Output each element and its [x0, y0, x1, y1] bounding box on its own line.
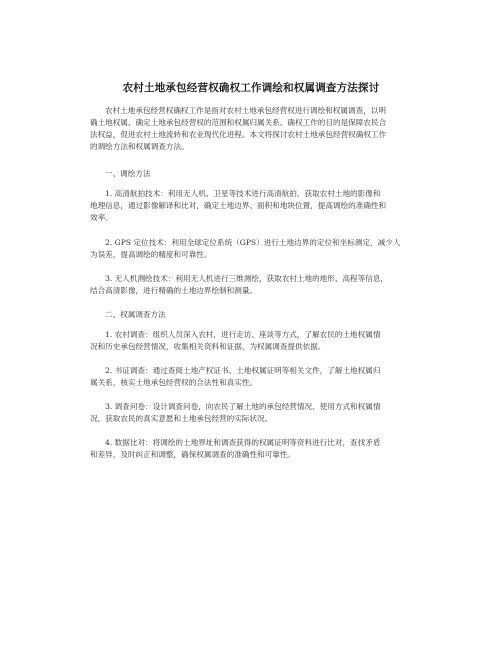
- s1-item3-line-2: 结合高清影像，进行精确的土地边界绘制和测量。: [90, 286, 258, 295]
- section-2-item-1: [90, 329, 442, 353]
- intro-line-4: 的调绘方法和权属调查方法。: [90, 142, 189, 151]
- s1-item3-line-1: 3. 无人机测绘技术：利用无人机进行三维测绘，获取农村土地的地形、高程等信息，: [105, 274, 389, 283]
- section-1-item-2: [90, 237, 442, 261]
- section-2-item-3: [90, 401, 442, 425]
- section-2-item-4: [90, 437, 442, 461]
- section-1-item-1: [90, 188, 442, 224]
- s2-item2-line-1: 2. 书证调查：通过查阅土地产权证书、土地权属证明等相关文件，了解土地权属归: [105, 366, 381, 375]
- intro-line-1: 农村土地承包经营权确权工作是指对农村土地承包经营权进行调绘和权属调查，以明: [105, 106, 386, 115]
- s1-item1-line-1: 1. 高清航拍技术：利用无人机、卫星等技术进行高清航拍，获取农村土地的影像和: [105, 189, 381, 198]
- intro-line-2: 确土地权属、确定土地承包经营权的范围和权属归属关系。确权工作的目的是保障农民合: [90, 118, 387, 127]
- s1-item1-line-3: 效率。: [90, 213, 113, 222]
- s2-item4-line-1: 4. 数据比对：将调绘的土地界址和调查获得的权属证明等资料进行比对，查找矛盾: [105, 438, 381, 447]
- s2-item4-line-2: 和差异，及时纠正和调整，确保权属调查的准确性和可靠性。: [90, 450, 296, 459]
- s1-item1-line-2: 地理信息，通过影像解译和比对，确定土地边界、面积和地块位置，提高调绘的准确性和: [90, 201, 387, 210]
- section-1-item-3: [90, 273, 442, 297]
- section-2-item-2: [90, 365, 442, 389]
- s1-item2-line-1: 2. GPS 定位技术：利用全球定位系统（GPS）进行土地边界的定位和坐标测定，减少人: [105, 238, 401, 247]
- intro-line-3: 法权益，促进农村土地流转和农业现代化进程。本文将探讨农村土地承包经营权确权工作: [90, 130, 387, 139]
- s2-item1-line-2: 况和历史承包经营情况，收集相关资料和证据，为权属调查提供依据。: [90, 342, 326, 351]
- document-title: 农村土地承包经营权确权工作调绘和权属调查方法探讨: [122, 82, 380, 94]
- s2-item2-line-2: 属关系，核实土地承包经营权的合法性和真实性。: [90, 378, 258, 387]
- s2-item3-line-1: 3. 调查问卷：设计调查问卷，向农民了解土地的承包经营情况、使用方式和权属情: [105, 402, 381, 411]
- s1-item2-line-2: 为误差，提高调绘的精度和可靠性。: [90, 250, 212, 259]
- s2-item1-line-1: 1. 农村调查：组织人员深入农村，进行走访、座谈等方式，了解农民的土地权属情: [105, 330, 381, 339]
- intro-paragraph: [90, 105, 442, 153]
- section-2-heading: 二、权属调查方法: [105, 310, 166, 319]
- s2-item3-line-2: 况，获取农民的真实意愿和土地承包经营的实际状况。: [90, 414, 273, 423]
- section-1-heading: 一、调绘方法: [105, 169, 151, 178]
